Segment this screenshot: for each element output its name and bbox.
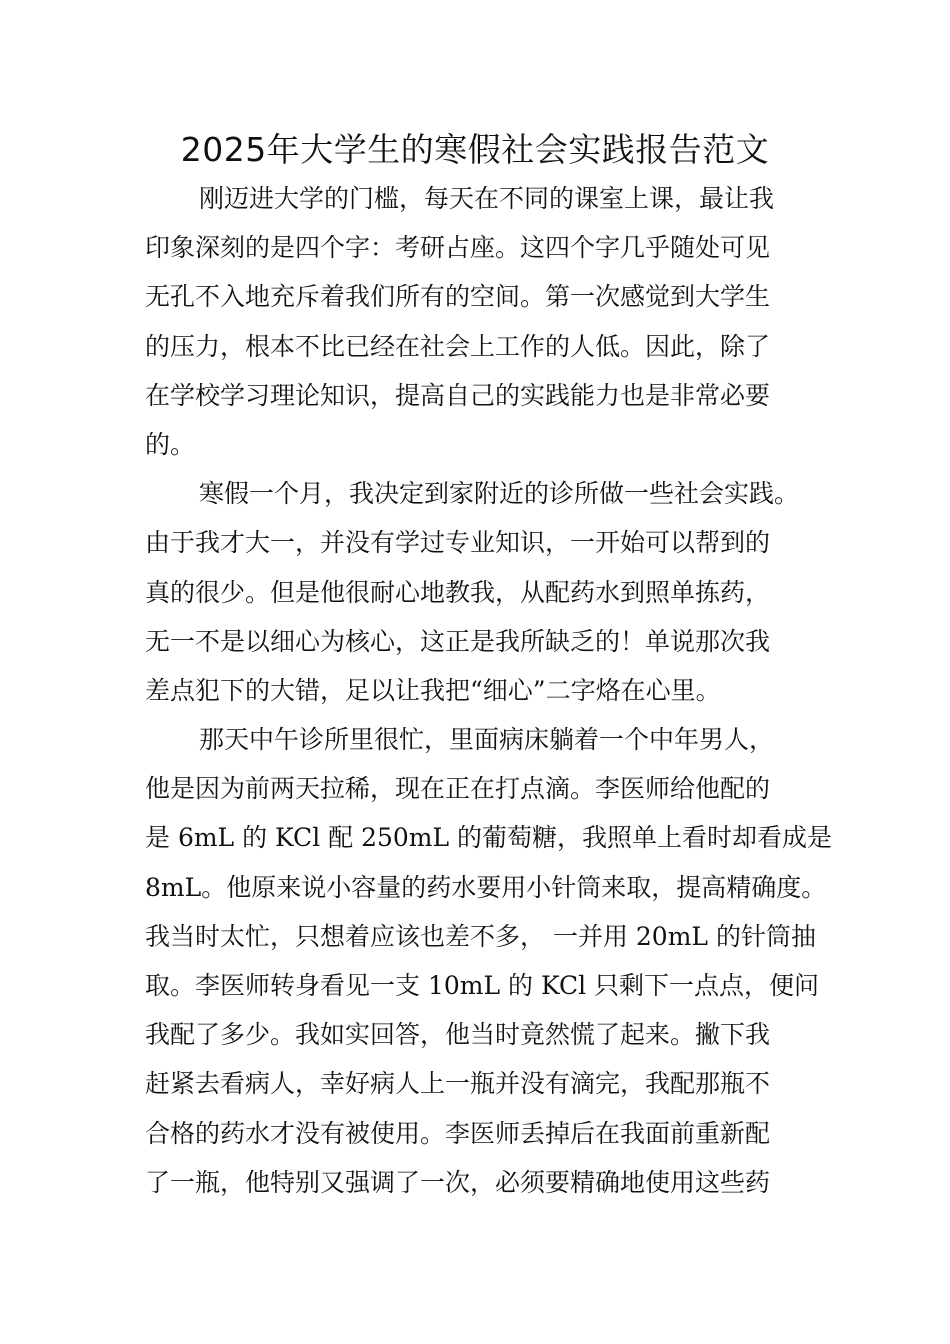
- text-line: 取。李医师转身看见一支 10mL 的 KCl 只剩下一点点，便问: [145, 971, 820, 1000]
- text-line: 他是因为前两天拉稀，现在正在打点滴。李医师给他配的: [145, 774, 771, 804]
- text-line: 赶紧去看病人，幸好病人上一瓶并没有滴完，我配那瓶不: [145, 1069, 771, 1099]
- document-body: [145, 174, 835, 1207]
- text-line: 我当时太忙，只想着应该也差不多， 一并用 20mL 的针筒抽: [145, 921, 816, 951]
- text-line: 那天中午诊所里很忙，里面病床躺着一个中年男人，: [199, 725, 775, 755]
- text-line: 合格的药水才没有被使用。李医师丢掉后在我面前重新配: [145, 1118, 771, 1148]
- text-line: 印象深刻的是四个字：考研占座。这四个字几乎随处可见: [145, 233, 771, 263]
- text-line: 由于我才大一，并没有学过专业知识，一开始可以帮到的: [145, 528, 771, 558]
- document-title: 2025年大学生的寒假社会实践报告范文: [180, 130, 770, 169]
- text-line: 刚迈进大学的门槛，每天在不同的课室上课，最让我: [199, 184, 775, 213]
- text-line: 了一瓶，他特别又强调了一次，必须要精确地使用这些药: [145, 1167, 771, 1197]
- paragraph-3: [145, 715, 835, 1207]
- text-line: 的。: [145, 429, 196, 459]
- text-line: 在学校学习理论知识，提高自己的实践能力也是非常必要: [145, 380, 771, 410]
- text-line: 寒假一个月，我决定到家附近的诊所做一些社会实践。: [199, 479, 800, 509]
- paragraph-1: [145, 174, 835, 469]
- text-line: 我配了多少。我如实回答，他当时竟然慌了起来。撇下我: [145, 1020, 771, 1050]
- text-line: 差点犯下的大错，足以让我把“细心”二字烙在心里。: [145, 675, 721, 705]
- paragraph-2: [145, 469, 835, 715]
- text-line: 无一不是以细心为核心，这正是我所缺乏的！单说那次我: [145, 626, 771, 656]
- text-line: 是 6mL 的 KCl 配 250mL 的葡萄糖，我照单上看时却看成是: [145, 823, 833, 853]
- text-line: 无孔不入地充斥着我们所有的空间。第一次感觉到大学生: [145, 282, 771, 312]
- text-line: 8mL。他原来说小容量的药水要用小针筒来取，提高精确度。: [145, 872, 827, 902]
- text-line: 真的很少。但是他很耐心地教我，从配药水到照单拣药，: [145, 577, 771, 607]
- text-line: 的压力，根本不比已经在社会上工作的人低。因此，除了: [145, 331, 771, 361]
